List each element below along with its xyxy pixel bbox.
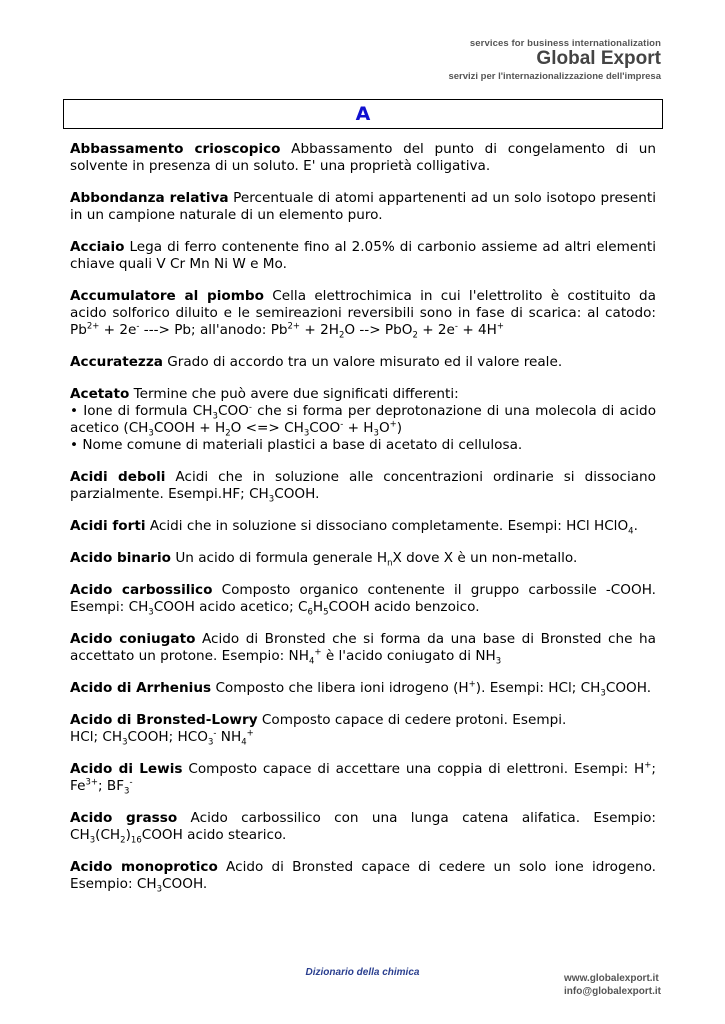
entry-definition: Grado di accordo tra un valore misurato ed il valore reale. [167,354,563,370]
glossary-entry [70,761,656,795]
entry-term: Acido carbossilico [70,582,213,598]
glossary-entry [70,631,656,665]
entry-definition: Composto capace di cedere protoni. Esempi. [261,712,567,728]
brand-logo-text: Global Export [536,48,661,69]
header-tagline-bottom: servizi per l'internazionalizzazione dell'impresa [448,71,661,82]
entry-term: Acido di Bronsted-Lowry [70,712,258,728]
glossary-content [70,141,656,908]
entry-term: Acidi deboli [70,469,166,485]
entry-term: Acido coniugato [70,631,196,647]
footer-contacts [564,972,661,998]
entry-term: Acido grasso [70,810,178,826]
entry-definition-line: HCl; $CH_3COOH$; $HCO_3^-$ $NH_4^+$ [70,728,254,748]
footer-website-link[interactable]: www.globalexport.it [564,973,659,984]
glossary-entry [70,680,656,697]
glossary-entry [70,712,656,746]
glossary-entry [70,141,656,175]
glossary-entry [70,469,656,503]
entry-definition: Cella elettrochimica in cui l'elettrolito è costituito da acido solforico diluito e le semireazioni reversibili sono in fase di scarica: al catodo: $Pb^{2+} + 2e^-$ ---> Pb; all'anodo: $Pb^{2+} + 2H_2O$ --> PbO$_2$ + 2e- + 4H+ [70,288,656,341]
entry-term: Acido di Arrhenius [70,680,212,696]
glossary-entry [70,190,656,224]
entry-definition: Acido di Bronsted capace di cedere un solo ione idrogeno. Esempio: $CH_3COOH$. [70,859,656,895]
entry-term: Acidi forti [70,518,146,534]
entry-term: Accumulatore al piombo [70,288,264,304]
entry-definition: Composto capace di accettare una coppia di elettroni. Esempi: H+; $Fe^{3+}$; $BF_3^-$ [70,760,656,797]
entry-term: Acido monoprotico [70,859,218,875]
entry-term: Acido binario [70,550,171,566]
section-letter-heading: A [63,99,663,129]
footer-document-title: Dizionario della chimica [305,967,420,978]
entry-definition: Composto organico contenente il gruppo carbossile -COOH. Esempi: $CH_3COOH$ acido acetico; $C_6H_5COOH$ acido benzoico. [70,582,656,618]
entry-definition: Termine che può avere due significati differenti: [133,386,459,402]
entry-definition: Acido di Bronsted che si forma da una base di Bronsted che ha accettato un protone. Esempio: $NH_4^+$ è l'acido coniugato di $NH_3$ [70,631,656,667]
entry-definition: Acido carbossilico con una lunga catena alifatica. Esempio: $CH_3(CH_2)_{16}COOH$ acido stearico. [70,810,656,846]
glossary-entry [70,288,656,339]
glossary-entry [70,354,656,371]
glossary-entry [70,582,656,616]
glossary-entry [70,239,656,273]
glossary-entry [70,550,656,567]
entry-term: Accuratezza [70,354,163,370]
glossary-entry [70,859,656,893]
glossary-entry [70,386,656,454]
entry-definition: Acidi che in soluzione si dissociano completamente. Esempi: HCl HClO$_4$. [149,518,638,537]
glossary-entry [70,810,656,844]
entry-term: Acetato [70,386,130,402]
entry-definition: Abbassamento del punto di congelamento di un solvente in presenza di un soluto. E' una proprietà colligativa. [70,141,656,174]
entry-definition: Un acido di formula generale $H_nX$ dove X è un non-metallo. [175,550,578,569]
bullet-item: • Ione di formula $CH_3COO^-$ che si forma per deprotonazione di una molecola di acido acetico ($CH_3COOH + H_2O$ <=> $CH_3COO^- + H_3O^+$) [70,402,657,439]
bullet-item: • Nome comune di materiali plastici a base di acetato di cellulosa. [70,437,523,453]
entry-term: Abbondanza relativa [70,190,229,206]
entry-definition: Percentuale di atomi appartenenti ad un solo isotopo presenti in un campione naturale di un elemento puro. [70,190,656,223]
glossary-entry [70,518,656,535]
entry-term: Acido di Lewis [70,761,183,777]
entry-definition: Acidi che in soluzione alle concentrazioni ordinarie si dissociano parzialmente. Esempi.HF; $CH_3COOH$. [70,469,656,505]
entry-definition: Composto che libera ioni idrogeno (H+). Esempi: HCl; $CH_3COOH$. [215,679,652,699]
header-tagline-top: services for business internationalization [469,38,661,49]
entry-term: Abbassamento crioscopico [70,141,281,157]
footer-email-link[interactable]: info@globalexport.it [564,986,661,997]
entry-definition: Lega di ferro contenente fino al 2.05% di carbonio assieme ad altri elementi chiave quali V Cr Mn Ni W e Mo. [70,239,656,272]
entry-term: Acciaio [70,239,125,255]
